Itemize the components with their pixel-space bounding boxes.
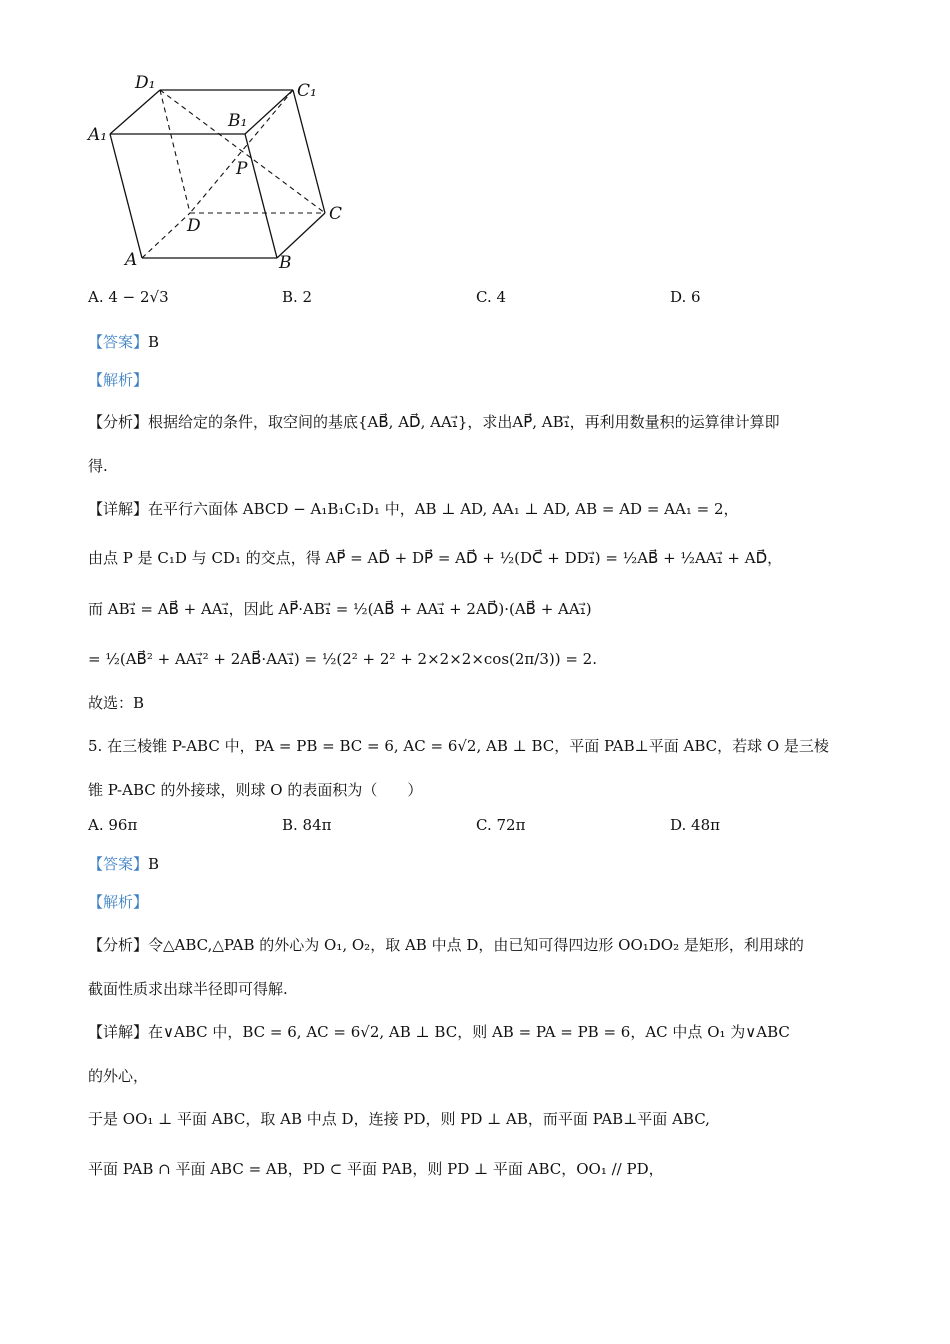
label-A1: A₁: [88, 125, 108, 145]
answer-value: B: [148, 855, 160, 873]
fenxi-text: 根据给定的条件，取空间的基底{AB⃗, AD⃗, AA₁⃗}，求出AP⃗, AB₁⃗，再利用数量积的运算律计算即: [148, 413, 780, 431]
q4-detail-line-3: 而 AB₁⃗ = AB⃗ + AA₁⃗，因此 AP⃗·AB₁⃗ = ½(AB⃗ + AA₁⃗ + 2AD⃗)·(AB⃗ + AA₁⃗): [88, 600, 592, 618]
q5-detail-line-3: 于是 OO₁ ⊥ 平面 ABC，取 AB 中点 D，连接 PD，则 PD ⊥ AB，而平面 PAB⊥平面 ABC,: [88, 1110, 710, 1128]
q5-fenxi-line-1: [88, 934, 804, 955]
q5-option-b: B. 84π: [282, 816, 332, 834]
q4-option-a: A. 4 − 2√3: [88, 288, 169, 306]
fenxi-tag: 【分析】: [88, 936, 149, 954]
edge-B1-B: [245, 134, 277, 258]
q4-analysis-heading: [88, 369, 148, 390]
q5-answer: [88, 853, 159, 874]
diagonal-D1-C: [160, 90, 325, 213]
q4-fenxi-line-1: [88, 411, 780, 432]
q4-option-b: B. 2: [282, 288, 313, 306]
q5-detail-line-1: [88, 1021, 790, 1042]
edge-A-D: [142, 213, 190, 258]
q4-fenxi-line-2: 得.: [88, 457, 108, 475]
edge-A1-A: [110, 134, 142, 258]
label-B: B: [279, 253, 292, 273]
q5-stem-line-1: 5. 在三棱锥 P-ABC 中，PA = PB = BC = 6, AC = 6√2, AB ⊥ BC，平面 PAB⊥平面 ABC，若球 O 是三棱: [88, 737, 829, 755]
answer-tag: 【答案】: [88, 855, 149, 873]
label-A: A: [125, 250, 138, 270]
edge-B-C: [277, 213, 325, 258]
diagonal-C1-D: [190, 90, 293, 213]
detail-tag: 【详解】: [88, 500, 149, 518]
q5-fenxi-line-2: 截面性质求出球半径即可得解.: [88, 980, 288, 998]
analysis-tag: 【解析】: [88, 371, 149, 389]
edge-C1-B1: [245, 90, 293, 134]
q5-option-d: D. 48π: [670, 816, 720, 834]
parallelepiped-figure: [80, 68, 360, 278]
edge-C1-C: [293, 90, 325, 213]
label-D1: D₁: [135, 73, 156, 93]
fenxi-text: 令△ABC,△PAB 的外心为 O₁, O₂，取 AB 中点 D，由已知可得四边形 OO₁DO₂ 是矩形，利用球的: [148, 936, 804, 954]
q5-stem-line-2: 锥 P-ABC 的外接球，则球 O 的表面积为（ ）: [88, 781, 423, 799]
detail-text: 在∨ABC 中，BC = 6, AC = 6√2, AB ⊥ BC，则 AB = PA = PB = 6，AC 中点 O₁ 为∨ABC: [148, 1023, 790, 1041]
label-D: D: [187, 216, 201, 236]
q5-analysis-heading: [88, 891, 148, 912]
analysis-tag: 【解析】: [88, 893, 149, 911]
detail-tag: 【详解】: [88, 1023, 149, 1041]
fenxi-tag: 【分析】: [88, 413, 149, 431]
q4-choice: 故选：B: [88, 694, 145, 712]
answer-tag: 【答案】: [88, 333, 149, 351]
q4-detail-line-2: 由点 P 是 C₁D 与 CD₁ 的交点，得 AP⃗ = AD⃗ + DP⃗ = AD⃗ + ½(DC⃗ + DD₁⃗) = ½AB⃗ + ½AA₁⃗ + AD⃗，: [88, 549, 783, 567]
q5-option-c: C. 72π: [476, 816, 526, 834]
q4-answer: [88, 331, 159, 352]
label-C: C: [329, 204, 343, 224]
detail-text: 在平行六面体 ABCD − A₁B₁C₁D₁ 中，AB ⊥ AD, AA₁ ⊥ AD, AB = AD = AA₁ = 2，: [148, 500, 739, 518]
edge-A1-D1: [110, 90, 160, 134]
q4-detail-line-1: [88, 498, 739, 519]
q4-option-d: D. 6: [670, 288, 701, 306]
q4-detail-line-4: = ½(AB⃗² + AA₁⃗² + 2AB⃗·AA₁⃗) = ½(2² + 2² + 2×2×2×cos(2π/3)) = 2.: [88, 650, 597, 668]
label-P: P: [236, 159, 248, 179]
label-C1: C₁: [297, 81, 317, 101]
label-B1: B₁: [228, 111, 248, 131]
answer-value: B: [148, 333, 160, 351]
q5-detail-line-4: 平面 PAB ∩ 平面 ABC = AB，PD ⊂ 平面 PAB，则 PD ⊥ 平面 ABC，OO₁ // PD，: [88, 1160, 664, 1178]
q5-detail-line-2: 的外心，: [88, 1067, 149, 1085]
q5-option-a: A. 96π: [88, 816, 138, 834]
q4-option-c: C. 4: [476, 288, 507, 306]
